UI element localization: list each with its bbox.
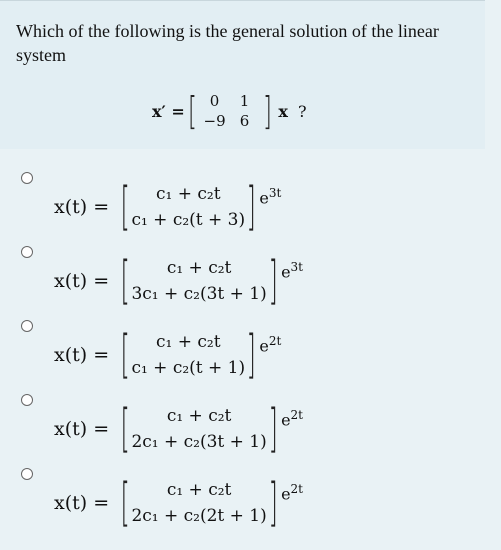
- solution-vector: [131, 477, 266, 529]
- vector-top: c₁ + c₂t: [166, 406, 232, 426]
- right-bracket: ]: [268, 251, 278, 311]
- option-formula: [54, 172, 281, 242]
- radio-button[interactable]: [21, 320, 33, 332]
- right-bracket: ]: [262, 89, 272, 133]
- answer-option[interactable]: [0, 394, 501, 468]
- exponential-factor: [281, 408, 303, 429]
- exp-power: 2t: [290, 482, 303, 497]
- matrix-cell: 0: [209, 92, 220, 110]
- radio-button[interactable]: [21, 468, 33, 480]
- solution-vector: [131, 329, 245, 381]
- vector-top: c₁ + c₂t: [166, 480, 232, 500]
- exp-power: 3t: [268, 186, 282, 201]
- vector-bottom: 3c₁ + c₂(3t + 1): [131, 284, 267, 304]
- left-bracket: [: [120, 399, 130, 459]
- left-bracket: [: [120, 251, 130, 311]
- vector-bottom: 2c₁ + c₂(3t + 1): [131, 432, 267, 452]
- option-lhs: x(t) =: [54, 270, 110, 292]
- exponential-factor: [281, 260, 303, 281]
- option-formula: [54, 246, 303, 316]
- solution-vector: [131, 255, 266, 307]
- matrix-cell: 6: [239, 112, 250, 130]
- right-bracket: ]: [268, 399, 278, 459]
- solution-vector: [131, 181, 245, 233]
- matrix-cell: −9: [203, 112, 226, 130]
- exp-power: 2t: [290, 408, 303, 423]
- solution-vector: [131, 403, 266, 455]
- left-bracket: [: [120, 177, 130, 237]
- answer-option[interactable]: [0, 172, 501, 246]
- exponential-factor: [259, 186, 281, 207]
- vector-top: c₁ + c₂t: [156, 332, 221, 352]
- answer-option[interactable]: [0, 320, 501, 394]
- answer-option[interactable]: [0, 468, 501, 542]
- vector-bottom: c₁ + c₂(t + 1): [131, 358, 246, 378]
- right-bracket: ]: [268, 473, 278, 533]
- equation-lhs: x′ =: [152, 101, 185, 121]
- vector-top: c₁ + c₂t: [156, 184, 221, 204]
- radio-button[interactable]: [21, 246, 33, 258]
- question-prompt: Which of the following is the general solution of the linear system: [16, 21, 439, 65]
- option-formula: [54, 394, 303, 464]
- exp-base: e: [281, 484, 291, 504]
- left-bracket: [: [120, 325, 130, 385]
- exp-base: e: [281, 410, 291, 430]
- vector-bottom: 2c₁ + c₂(2t + 1): [131, 506, 267, 526]
- answer-option[interactable]: [0, 246, 501, 320]
- exponential-factor: [259, 334, 281, 355]
- exp-power: 2t: [268, 334, 282, 349]
- question-box: [0, 0, 485, 149]
- option-lhs: x(t) =: [54, 344, 110, 366]
- right-bracket: ]: [246, 325, 256, 385]
- right-bracket: ]: [246, 177, 256, 237]
- left-bracket: [: [120, 473, 130, 533]
- left-bracket: [: [187, 89, 197, 133]
- option-lhs: x(t) =: [54, 492, 110, 514]
- option-lhs: x(t) =: [54, 196, 110, 218]
- coefficient-matrix: [200, 92, 260, 130]
- option-lhs: x(t) =: [54, 418, 110, 440]
- matrix-cell: 1: [239, 92, 250, 110]
- equation-rhs: x: [278, 101, 288, 121]
- exponential-factor: [281, 482, 303, 503]
- question-mark: ?: [297, 101, 307, 121]
- exp-base: e: [259, 336, 269, 356]
- radio-button[interactable]: [21, 394, 33, 406]
- linear-system-equation: [152, 87, 307, 135]
- vector-top: c₁ + c₂t: [166, 258, 232, 278]
- exp-base: e: [281, 262, 291, 282]
- exp-power: 3t: [290, 260, 303, 275]
- radio-button[interactable]: [21, 172, 33, 184]
- option-formula: [54, 468, 303, 538]
- vector-bottom: c₁ + c₂(t + 3): [131, 210, 246, 230]
- exp-base: e: [259, 188, 269, 208]
- option-formula: [54, 320, 281, 390]
